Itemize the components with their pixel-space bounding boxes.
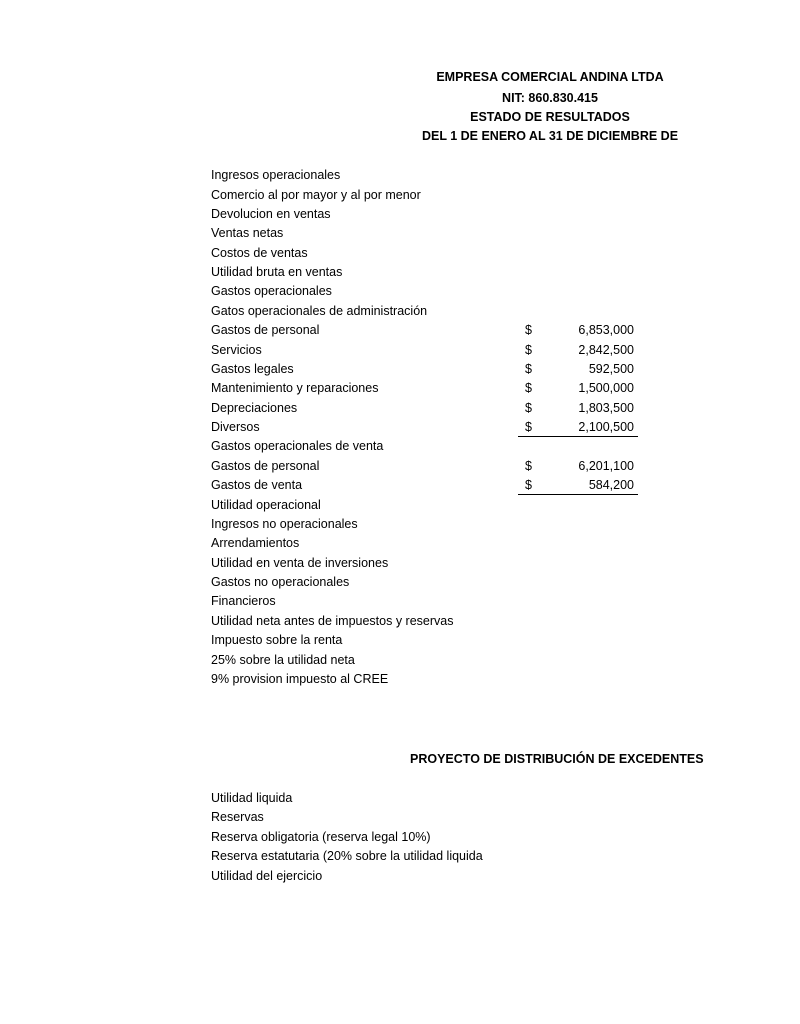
line-utilidad-bruta: Utilidad bruta en ventas bbox=[211, 265, 343, 279]
line-diversos: Diversos bbox=[211, 420, 260, 434]
amount-gastos-personal-admin: 6,853,000 bbox=[578, 323, 634, 337]
line-comercio: Comercio al por mayor y al por menor bbox=[211, 188, 421, 202]
amount-gastos-de-venta: 584,200 bbox=[588, 478, 634, 492]
currency-symbol: $ bbox=[525, 401, 532, 415]
line-devolucion-ventas: Devolucion en ventas bbox=[211, 207, 331, 221]
line-arrendamientos: Arrendamientos bbox=[211, 536, 300, 550]
line-reserva-estatutaria: Reserva estatutaria (20% sobre la utilidad liquida bbox=[211, 849, 483, 863]
currency-symbol: $ bbox=[525, 323, 532, 337]
line-gastos-venta-header: Gastos operacionales de venta bbox=[211, 439, 384, 453]
line-utilidad-ejercicio: Utilidad del ejercicio bbox=[211, 869, 323, 883]
currency-symbol: $ bbox=[525, 478, 532, 492]
line-gatos-administracion: Gatos operacionales de administración bbox=[211, 304, 428, 318]
line-depreciaciones: Depreciaciones bbox=[211, 401, 298, 415]
line-gastos-legales: Gastos legales bbox=[211, 362, 294, 376]
currency-symbol: $ bbox=[525, 343, 532, 357]
line-mantenimiento: Mantenimiento y reparaciones bbox=[211, 381, 379, 395]
line-9-cree: 9% provision impuesto al CREE bbox=[211, 672, 389, 686]
line-gastos-personal-venta: Gastos de personal bbox=[211, 459, 320, 473]
line-ventas-netas: Ventas netas bbox=[211, 226, 284, 240]
line-utilidad-operacional: Utilidad operacional bbox=[211, 498, 321, 512]
line-utilidad-liquida: Utilidad liquida bbox=[211, 791, 293, 805]
line-reservas: Reservas bbox=[211, 810, 264, 824]
currency-symbol: $ bbox=[525, 420, 532, 434]
subtotal-underline bbox=[518, 494, 638, 495]
line-financieros: Financieros bbox=[211, 594, 276, 608]
line-gastos-de-venta: Gastos de venta bbox=[211, 478, 303, 492]
line-impuesto-renta: Impuesto sobre la renta bbox=[211, 633, 343, 647]
statement-title: ESTADO DE RESULTADOS bbox=[470, 110, 630, 124]
line-ingresos-operacionales: Ingresos operacionales bbox=[211, 168, 341, 182]
amount-mantenimiento: 1,500,000 bbox=[578, 381, 634, 395]
currency-symbol: $ bbox=[525, 362, 532, 376]
line-gastos-no-operacionales: Gastos no operacionales bbox=[211, 575, 350, 589]
line-gastos-operacionales: Gastos operacionales bbox=[211, 284, 332, 298]
currency-symbol: $ bbox=[525, 381, 532, 395]
statement-period: DEL 1 DE ENERO AL 31 DE DICIEMBRE DE bbox=[421, 129, 679, 143]
line-reserva-obligatoria: Reserva obligatoria (reserva legal 10%) bbox=[211, 830, 431, 844]
amount-gastos-legales: 592,500 bbox=[588, 362, 634, 376]
line-ingresos-no-operacionales: Ingresos no operacionales bbox=[211, 517, 358, 531]
amount-diversos: 2,100,500 bbox=[578, 420, 634, 434]
line-costos-ventas: Costos de ventas bbox=[211, 246, 308, 260]
line-25-utilidad-neta: 25% sobre la utilidad neta bbox=[211, 653, 355, 667]
currency-symbol: $ bbox=[525, 459, 532, 473]
company-nit: NIT: 860.830.415 bbox=[502, 91, 598, 105]
line-utilidad-inversiones: Utilidad en venta de inversiones bbox=[211, 556, 389, 570]
line-utilidad-neta: Utilidad neta antes de impuestos y reservas bbox=[211, 614, 454, 628]
amount-gastos-personal-venta: 6,201,100 bbox=[578, 459, 634, 473]
line-servicios: Servicios bbox=[211, 343, 262, 357]
company-name: EMPRESA COMERCIAL ANDINA LTDA bbox=[436, 70, 664, 84]
amount-depreciaciones: 1,803,500 bbox=[578, 401, 634, 415]
line-gastos-personal-admin: Gastos de personal bbox=[211, 323, 320, 337]
distribution-title: PROYECTO DE DISTRIBUCIÓN DE EXCEDENTES bbox=[410, 752, 704, 766]
subtotal-underline bbox=[518, 436, 638, 437]
amount-servicios: 2,842,500 bbox=[578, 343, 634, 357]
